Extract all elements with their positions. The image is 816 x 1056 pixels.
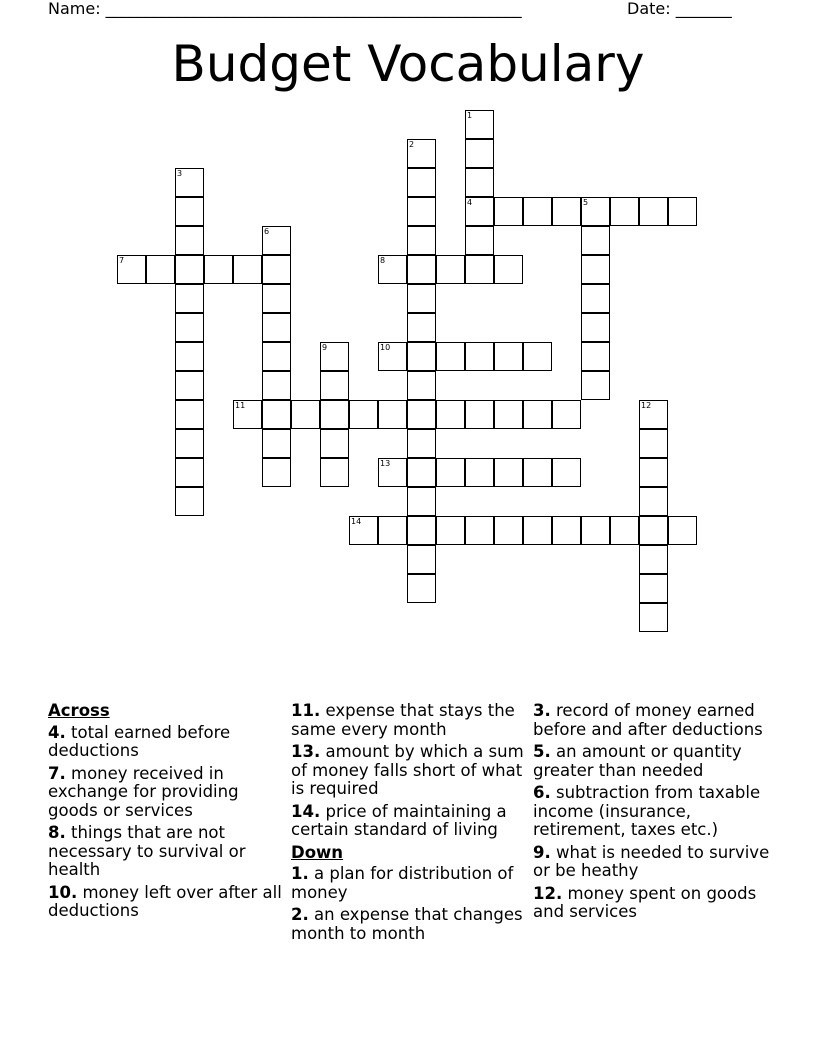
page-title: Budget Vocabulary [171, 35, 645, 93]
grid-cell[interactable] [262, 400, 291, 429]
grid-cell[interactable] [175, 168, 204, 197]
grid-cell[interactable] [175, 487, 204, 516]
clue-column-3 [533, 702, 773, 926]
grid-cell[interactable] [262, 342, 291, 371]
grid-cell[interactable] [175, 458, 204, 487]
grid-cell[interactable] [581, 255, 610, 284]
grid-cell[interactable] [494, 458, 523, 487]
clue-number: 2 [409, 140, 415, 149]
clue-number: 10 [380, 343, 391, 352]
grid-cell[interactable] [407, 574, 436, 603]
grid-cell[interactable] [523, 516, 552, 545]
grid-cell[interactable] [378, 516, 407, 545]
grid-cell[interactable] [233, 255, 262, 284]
grid-cell[interactable] [262, 458, 291, 487]
grid-cell[interactable] [581, 371, 610, 400]
grid-cell[interactable] [320, 458, 349, 487]
grid-cell[interactable] [175, 197, 204, 226]
clue-number: 6 [264, 227, 270, 236]
grid-cell[interactable] [639, 516, 668, 545]
down-clue: 2. an expense that changes month to month [291, 905, 523, 943]
grid-cell[interactable] [320, 400, 349, 429]
across-clue: 10. money left over after all deductions [48, 882, 282, 920]
grid-cell[interactable] [639, 429, 668, 458]
down-clue: 3. record of money earned before and after deductions [533, 701, 763, 739]
grid-cell[interactable] [465, 458, 494, 487]
grid-cell[interactable] [175, 371, 204, 400]
clue-number: 9 [322, 343, 328, 352]
grid-cell[interactable] [407, 429, 436, 458]
grid-cell[interactable] [262, 371, 291, 400]
down-heading: Down [291, 842, 344, 862]
across-clue: 7. money received in exchange for providing goods or services [48, 763, 239, 820]
grid-cell[interactable] [407, 197, 436, 226]
clue-number: 8 [380, 256, 386, 265]
grid-cell[interactable] [552, 516, 581, 545]
grid-cell[interactable] [233, 400, 262, 429]
grid-cell[interactable] [175, 313, 204, 342]
grid-cell[interactable] [639, 197, 668, 226]
grid-cell[interactable] [407, 545, 436, 574]
grid-cell[interactable] [639, 487, 668, 516]
grid-cell[interactable] [262, 313, 291, 342]
grid-cell[interactable] [494, 197, 523, 226]
grid-cell[interactable] [639, 574, 668, 603]
grid-cell[interactable] [436, 255, 465, 284]
clue-number: 13 [380, 459, 391, 468]
grid-cell[interactable] [639, 400, 668, 429]
grid-cell[interactable] [465, 400, 494, 429]
grid-cell[interactable] [523, 400, 552, 429]
grid-cell[interactable] [262, 255, 291, 284]
grid-cell[interactable] [349, 516, 378, 545]
grid-cell[interactable] [436, 516, 465, 545]
grid-cell[interactable] [262, 226, 291, 255]
grid-cell[interactable] [407, 400, 436, 429]
grid-cell[interactable] [581, 342, 610, 371]
across-clue: 13. amount by which a sum of money falls short of what is required [291, 742, 524, 798]
grid-cell[interactable] [581, 516, 610, 545]
grid-cell[interactable] [436, 342, 465, 371]
grid-cell[interactable] [407, 487, 436, 516]
grid-cell[interactable] [465, 139, 494, 168]
grid-cell[interactable] [407, 255, 436, 284]
grid-cell[interactable] [552, 400, 581, 429]
grid-cell[interactable] [175, 342, 204, 371]
grid-cell[interactable] [552, 458, 581, 487]
grid-cell[interactable] [407, 458, 436, 487]
grid-cell[interactable] [581, 313, 610, 342]
grid-cell[interactable] [175, 400, 204, 429]
grid-cell[interactable] [378, 458, 407, 487]
grid-cell[interactable] [291, 400, 320, 429]
grid-cell[interactable] [639, 458, 668, 487]
grid-cell[interactable] [175, 284, 204, 313]
grid-cell[interactable] [407, 284, 436, 313]
grid-cell[interactable] [378, 342, 407, 371]
grid-cell[interactable] [465, 197, 494, 226]
grid-cell[interactable] [407, 516, 436, 545]
grid-cell[interactable] [320, 429, 349, 458]
across-clue: 8. things that are not necessary to survival or health [48, 823, 246, 879]
grid-cell[interactable] [523, 342, 552, 371]
clue-number: 7 [119, 256, 125, 265]
grid-cell[interactable] [552, 197, 581, 226]
grid-cell[interactable] [320, 371, 349, 400]
grid-cell[interactable] [523, 197, 552, 226]
grid-cell[interactable] [407, 139, 436, 168]
down-clue: 5. an amount or quantity greater than needed [533, 742, 742, 780]
grid-cell[interactable] [146, 255, 175, 284]
grid-cell[interactable] [465, 226, 494, 255]
clue-number: 4 [467, 198, 473, 207]
grid-cell[interactable] [465, 110, 494, 139]
grid-cell[interactable] [262, 284, 291, 313]
clue-number: 1 [467, 111, 473, 120]
grid-cell[interactable] [436, 458, 465, 487]
grid-cell[interactable] [378, 255, 407, 284]
grid-cell[interactable] [581, 226, 610, 255]
clue-number: 11 [235, 401, 246, 410]
grid-cell[interactable] [494, 342, 523, 371]
grid-cell[interactable] [349, 400, 378, 429]
across-heading: Across [48, 701, 110, 720]
across-clue: 4. total earned before deductions [48, 722, 231, 760]
grid-cell[interactable] [204, 255, 233, 284]
clue-number: 14 [351, 517, 362, 526]
grid-cell[interactable] [668, 516, 697, 545]
grid-cell[interactable] [407, 313, 436, 342]
down-clue: 9. what is needed to survive or be heathy [533, 842, 770, 880]
clue-column-1 [48, 702, 284, 925]
grid-cell[interactable] [581, 284, 610, 313]
grid-cell[interactable] [262, 429, 291, 458]
grid-cell[interactable] [117, 255, 146, 284]
grid-cell[interactable] [639, 545, 668, 574]
grid-cell[interactable] [610, 197, 639, 226]
down-clue: 6. subtraction from taxable income (insurance, retirement, taxes etc.) [533, 783, 761, 839]
down-clue: 12. money spent on goods and services [533, 883, 757, 921]
grid-cell[interactable] [610, 516, 639, 545]
grid-cell[interactable] [436, 400, 465, 429]
grid-cell[interactable] [320, 342, 349, 371]
grid-cell[interactable] [465, 168, 494, 197]
across-clue: 11. expense that stays the same every month [291, 701, 515, 739]
grid-cell[interactable] [407, 371, 436, 400]
grid-cell[interactable] [175, 255, 204, 284]
clue-column-2 [291, 702, 527, 947]
grid-cell[interactable] [175, 226, 204, 255]
clue-number: 5 [583, 198, 589, 207]
grid-cell[interactable] [494, 516, 523, 545]
grid-cell[interactable] [639, 603, 668, 632]
grid-cell[interactable] [465, 255, 494, 284]
grid-cell[interactable] [494, 400, 523, 429]
grid-cell[interactable] [494, 255, 523, 284]
grid-cell[interactable] [407, 342, 436, 371]
grid-cell[interactable] [465, 516, 494, 545]
grid-cell[interactable] [407, 226, 436, 255]
grid-cell[interactable] [668, 197, 697, 226]
clue-number: 12 [641, 401, 652, 410]
clue-number: 3 [177, 169, 183, 178]
grid-cell[interactable] [407, 168, 436, 197]
down-clue: 1. a plan for distribution of money [291, 864, 514, 902]
grid-cell[interactable] [523, 458, 552, 487]
name-line: Name: ____________________________________________________ [48, 0, 522, 18]
date-line: Date: _______ [627, 0, 732, 18]
across-clue: 14. price of maintaining a certain standard of living [291, 801, 507, 839]
grid-cell[interactable] [378, 400, 407, 429]
grid-cell[interactable] [175, 429, 204, 458]
grid-cell[interactable] [465, 342, 494, 371]
grid-cell[interactable] [581, 197, 610, 226]
